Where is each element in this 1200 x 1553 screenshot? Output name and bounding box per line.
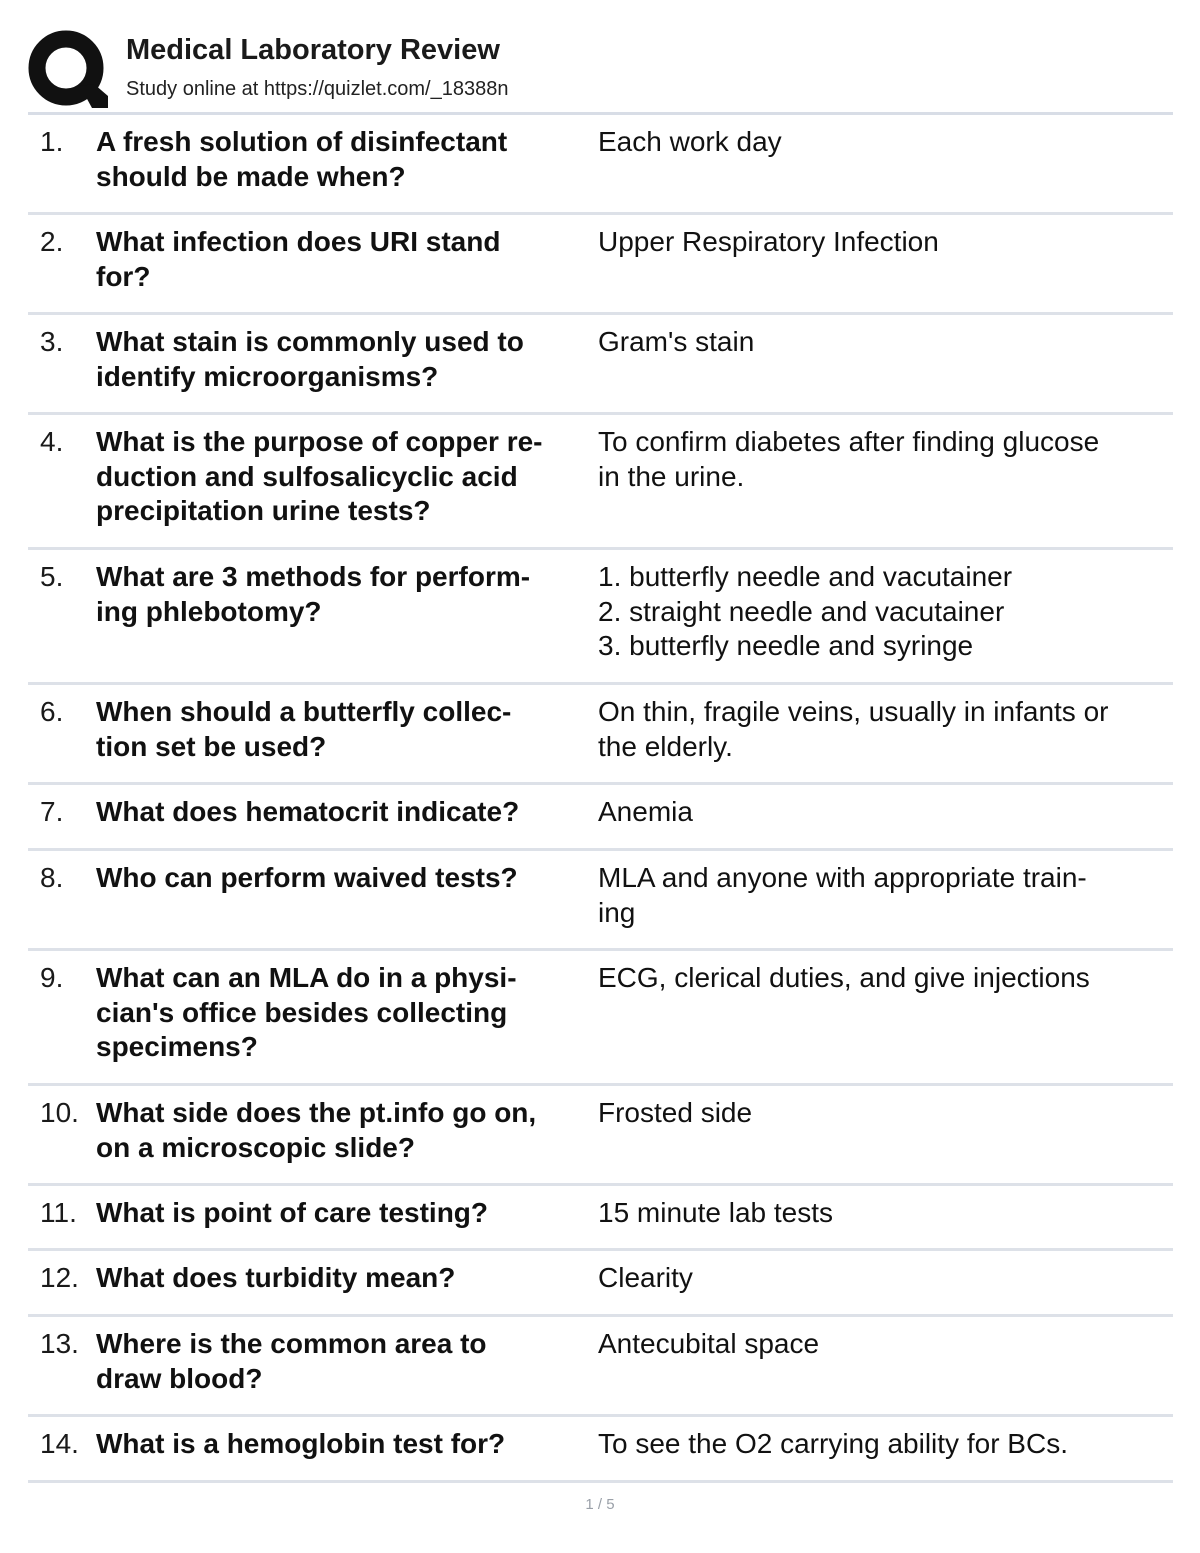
card-number: 4. <box>40 426 64 457</box>
card-number: 1. <box>40 126 64 157</box>
card-definition: Clearity <box>598 1262 693 1293</box>
flashcard-row <box>28 785 1173 851</box>
flashcard-row <box>28 115 1173 215</box>
card-definition: Gram's stain <box>598 326 755 357</box>
card-definition: To see the O2 carrying ability for BCs. <box>598 1428 1068 1459</box>
page-header <box>28 30 1178 110</box>
card-term: What side does the pt.info go on, on a microscopic slide? <box>96 1097 537 1163</box>
card-term: What are 3 methods for perform- ing phlebotomy? <box>96 561 531 627</box>
card-definition: 1. butterfly needle and vacutainer 2. straight needle and vacutainer 3. butterfly needle and syringe <box>598 561 1013 661</box>
card-number: 11. <box>40 1197 77 1228</box>
card-number: 8. <box>40 862 64 893</box>
card-definition: Frosted side <box>598 1097 753 1128</box>
card-number: 6. <box>40 696 64 727</box>
card-number: 2. <box>40 226 64 257</box>
card-number: 3. <box>40 326 64 357</box>
flashcard-row <box>28 215 1173 315</box>
flashcard-row <box>28 1251 1173 1317</box>
card-term: Who can perform waived tests? <box>96 862 518 893</box>
card-definition: MLA and anyone with appropriate train- ing <box>598 862 1087 928</box>
flashcard-row <box>28 1417 1173 1483</box>
card-term: A fresh solution of disinfectant should be made when? <box>96 126 508 192</box>
flashcard-row <box>28 685 1173 785</box>
study-online-link[interactable]: Study online at https://quizlet.com/_18388n <box>126 78 509 100</box>
card-term: When should a butterfly collec- tion set be used? <box>96 696 512 762</box>
card-number: 12. <box>40 1262 79 1293</box>
card-term: What is the purpose of copper re- duction and sulfosalicyclic acid precipitation urine tests? <box>96 426 543 526</box>
card-number: 9. <box>40 962 64 993</box>
card-term: What can an MLA do in a physi- cian's office besides collecting specimens? <box>96 962 517 1062</box>
flashcard-row <box>28 1317 1173 1417</box>
card-term: What stain is commonly used to identify microorganisms? <box>96 326 524 392</box>
card-number: 5. <box>40 561 64 592</box>
card-number: 7. <box>40 796 64 827</box>
card-definition: 15 minute lab tests <box>598 1197 834 1228</box>
flashcard-row <box>28 550 1173 685</box>
flashcard-row <box>28 1086 1173 1186</box>
page-indicator: 1 / 5 <box>585 1496 615 1513</box>
card-term: What infection does URI stand for? <box>96 226 501 292</box>
card-term: What does hematocrit indicate? <box>96 796 520 827</box>
card-term: Where is the common area to draw blood? <box>96 1328 487 1394</box>
flashcard-row <box>28 1186 1173 1251</box>
card-definition: To confirm diabetes after finding glucose in the urine. <box>598 426 1100 492</box>
card-term: What is a hemoglobin test for? <box>96 1428 506 1459</box>
card-definition: Anemia <box>598 796 693 827</box>
flashcard-row <box>28 851 1173 951</box>
card-definition: Upper Respiratory Infection <box>598 226 939 257</box>
card-number: 10. <box>40 1097 79 1128</box>
card-number: 14. <box>40 1428 79 1459</box>
flashcard-row <box>28 415 1173 550</box>
card-definition: ECG, clerical duties, and give injections <box>598 962 1090 993</box>
card-definition: On thin, fragile veins, usually in infants or the elderly. <box>598 696 1109 762</box>
flashcard-row <box>28 951 1173 1086</box>
flashcard-list <box>28 115 1173 1483</box>
card-number: 13. <box>40 1328 79 1359</box>
card-definition: Antecubital space <box>598 1328 820 1359</box>
card-term: What does turbidity mean? <box>96 1262 456 1293</box>
quizlet-logo-icon <box>28 30 108 110</box>
set-title: Medical Laboratory Review <box>126 34 500 66</box>
flashcard-row <box>28 315 1173 415</box>
card-definition: Each work day <box>598 126 782 157</box>
card-term: What is point of care testing? <box>96 1197 489 1228</box>
